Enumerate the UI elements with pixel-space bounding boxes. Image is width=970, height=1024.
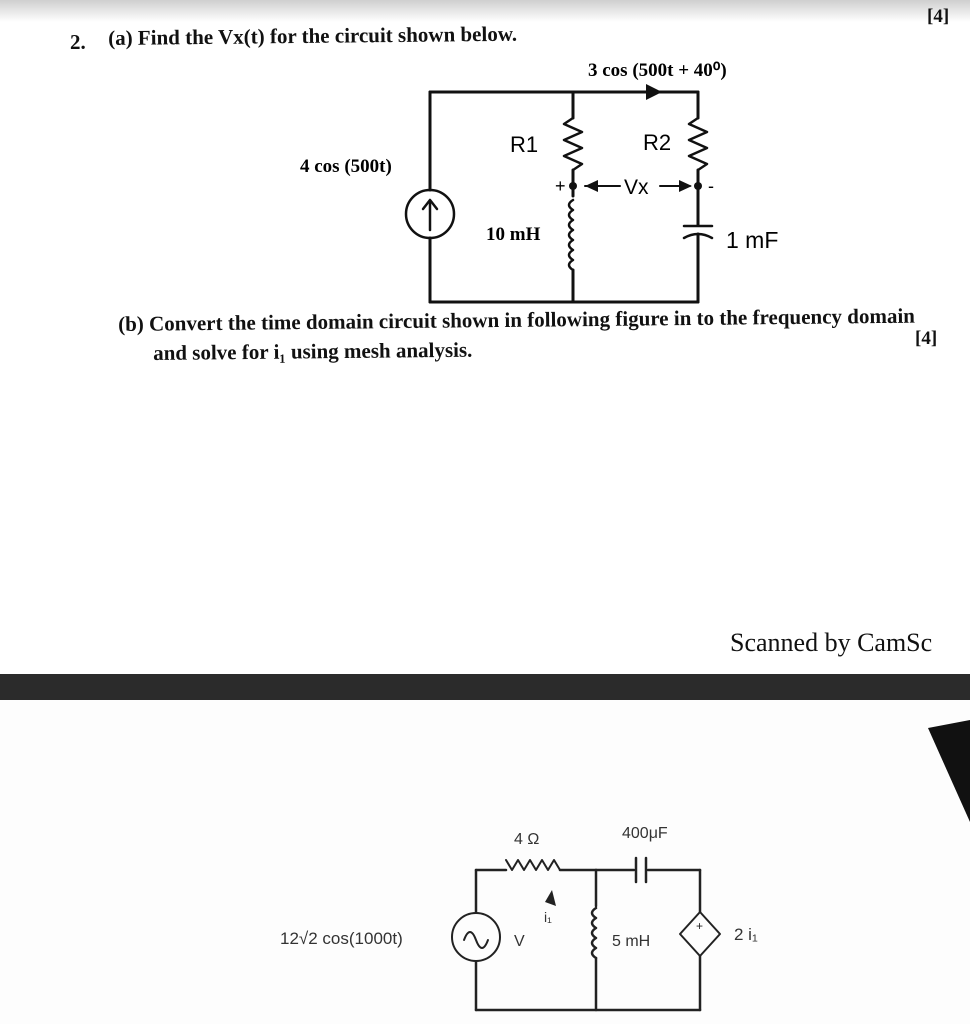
label-inductor-b: 5 mH: [612, 933, 651, 950]
label-vx: Vx: [624, 176, 649, 199]
label-v-unit: V: [514, 933, 525, 950]
page-corner-shadow: [928, 720, 970, 822]
label-source-top: 3 cos (500t + 40⁰): [588, 60, 727, 81]
question-part-b-line1: (b) Convert the time domain circuit shown in following figure in to the frequency domain: [118, 303, 916, 336]
label-r1: R1: [510, 132, 539, 157]
question-number: 2.: [70, 30, 86, 54]
label-current-i1: i₁: [544, 909, 552, 925]
resistor-4ohm: [506, 860, 560, 870]
marks-part-b: [4]: [915, 328, 938, 349]
label-source-left: 4 cos (500t): [300, 156, 392, 177]
marks-part-a: [4]: [927, 6, 950, 27]
label-capacitor: 1 mF: [726, 227, 779, 253]
label-dependent-source: 2 i₁: [734, 925, 758, 944]
node-dot-right: [694, 182, 702, 190]
label-capacitor-b: 400μF: [622, 825, 668, 842]
label-plus: +: [555, 176, 566, 196]
current-arrow-i1: [545, 890, 556, 906]
resistor-r1: [564, 118, 582, 170]
label-voltage-source: 12√2 cos(1000t): [280, 929, 403, 948]
label-resistor: 4 Ω: [514, 831, 540, 848]
circuit-diagram-b: [0, 700, 970, 1024]
page-divider-bar: [0, 674, 970, 700]
inductor-10mh: [569, 200, 573, 270]
node-dot-left: [569, 182, 577, 190]
label-r2: R2: [643, 130, 672, 155]
label-minus: -: [708, 176, 714, 196]
voltage-source-circle: [452, 913, 500, 961]
question-part-b-line2: and solve for i₁ using mesh analysis.: [153, 337, 473, 365]
resistor-r2: [689, 118, 707, 170]
top-current-arrow: [646, 84, 662, 100]
question-part-a: (a) Find the Vx(t) for the circuit shown below.: [108, 21, 518, 50]
scanner-watermark: Scanned by CamSc: [730, 628, 933, 657]
plus-dependent: +: [696, 919, 704, 933]
inductor-5mh: [592, 908, 596, 958]
scanned-page-bottom: [0, 700, 970, 1024]
label-inductor: 10 mH: [486, 224, 541, 245]
